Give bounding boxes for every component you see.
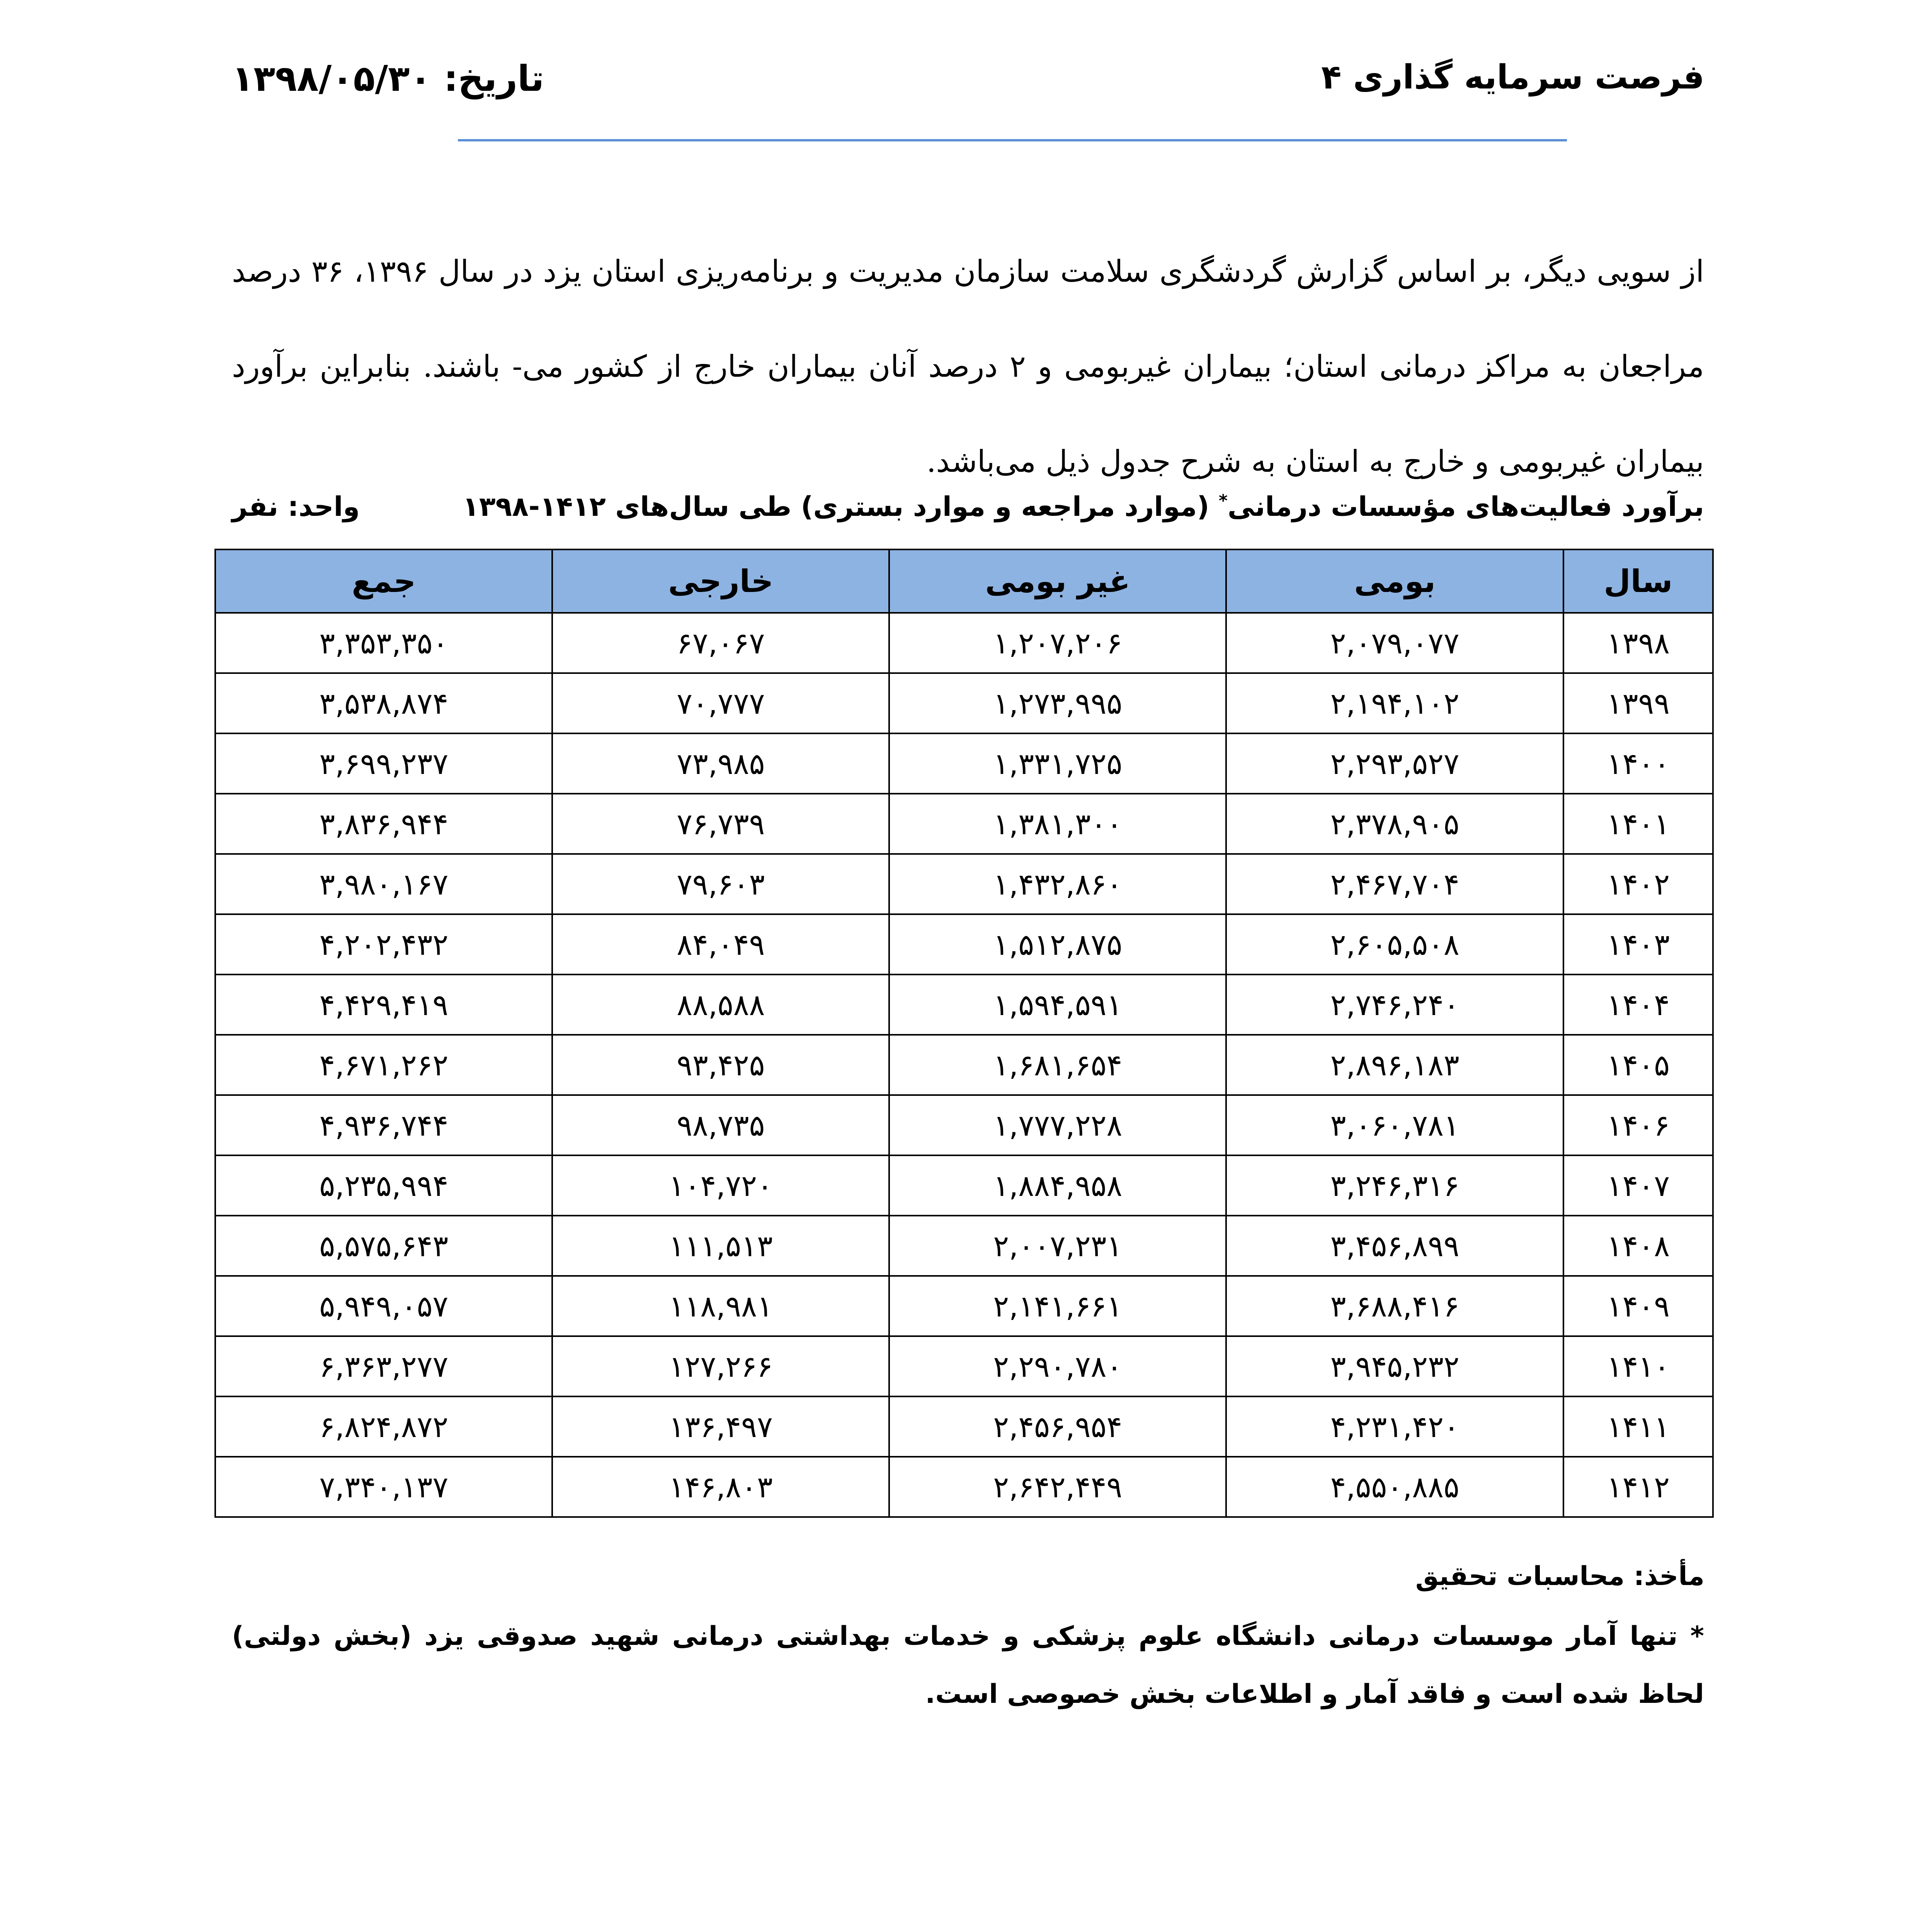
col-header-non-native: غیر بومی [889, 549, 1226, 613]
cell: ۷۶,۷۳۹ [552, 794, 889, 854]
cell: ۲,۲۹۰,۷۸۰ [889, 1336, 1226, 1396]
estimate-table [214, 549, 1714, 1518]
cell: ۱۴۱۲ [1563, 1457, 1713, 1517]
cell: ۱۴۰۹ [1563, 1276, 1713, 1336]
cell: ۹۸,۷۳۵ [552, 1095, 889, 1155]
cell: ۲,۴۶۷,۷۰۴ [1226, 854, 1563, 914]
cell: ۲,۰۷۹,۰۷۷ [1226, 613, 1563, 673]
table-row [215, 1336, 1713, 1396]
cell: ۱۰۴,۷۲۰ [552, 1155, 889, 1216]
cell: ۷۹,۶۰۳ [552, 854, 889, 914]
cell: ۳,۶۸۸,۴۱۶ [1226, 1276, 1563, 1336]
cell: ۱,۲۷۳,۹۹۵ [889, 673, 1226, 733]
table-row [215, 1095, 1713, 1155]
col-header-foreign: خارجی [552, 549, 889, 613]
cell: ۱,۵۱۲,۸۷۵ [889, 914, 1226, 975]
cell: ۷۳,۹۸۵ [552, 733, 889, 794]
cell: ۱۴۰۳ [1563, 914, 1713, 975]
table-row [215, 613, 1713, 673]
document-date: تاریخ: ۱۳۹۸/۰۵/۳۰ [232, 58, 544, 99]
cell: ۴,۲۳۱,۴۲۰ [1226, 1396, 1563, 1457]
cell: ۸۸,۵۸۸ [552, 975, 889, 1035]
cell: ۵,۲۳۵,۹۹۴ [215, 1155, 552, 1216]
col-header-native: بومی [1226, 549, 1563, 613]
cell: ۲,۸۹۶,۱۸۳ [1226, 1035, 1563, 1095]
cell: ۱۳۹۸ [1563, 613, 1713, 673]
cell: ۴,۶۷۱,۲۶۲ [215, 1035, 552, 1095]
cell: ۱,۶۸۱,۶۵۴ [889, 1035, 1226, 1095]
cell: ۳,۴۵۶,۸۹۹ [1226, 1216, 1563, 1276]
table-row [215, 1396, 1713, 1457]
table-row [215, 733, 1713, 794]
cell: ۱۴۰۴ [1563, 975, 1713, 1035]
document-header-title: فرصت سرمایه گذاری ۴ [1321, 58, 1704, 97]
cell: ۱۴۶,۸۰۳ [552, 1457, 889, 1517]
cell: ۲,۱۴۱,۶۶۱ [889, 1276, 1226, 1336]
table-row [215, 1276, 1713, 1336]
table-caption [232, 491, 1704, 522]
cell: ۱,۵۹۴,۵۹۱ [889, 975, 1226, 1035]
table-header-row [215, 549, 1713, 613]
table-row [215, 794, 1713, 854]
cell: ۱۴۰۵ [1563, 1035, 1713, 1095]
cell: ۷,۳۴۰,۱۳۷ [215, 1457, 552, 1517]
cell: ۱۴۰۲ [1563, 854, 1713, 914]
cell: ۱,۴۳۲,۸۶۰ [889, 854, 1226, 914]
cell: ۱۴۰۰ [1563, 733, 1713, 794]
table-row [215, 854, 1713, 914]
table-row [215, 975, 1713, 1035]
cell: ۱,۸۸۴,۹۵۸ [889, 1155, 1226, 1216]
cell: ۸۴,۰۴۹ [552, 914, 889, 975]
table-row [215, 1216, 1713, 1276]
header-divider [458, 139, 1567, 141]
col-header-total: جمع [215, 549, 552, 613]
cell: ۳,۹۴۵,۲۳۲ [1226, 1336, 1563, 1396]
cell: ۱۴۰۸ [1563, 1216, 1713, 1276]
cell: ۶,۳۶۳,۲۷۷ [215, 1336, 552, 1396]
cell: ۷۰,۷۷۷ [552, 673, 889, 733]
cell: ۶۷,۰۶۷ [552, 613, 889, 673]
cell: ۲,۶۰۵,۵۰۸ [1226, 914, 1563, 975]
cell: ۱۱۱,۵۱۳ [552, 1216, 889, 1276]
table-row [215, 914, 1713, 975]
cell: ۴,۴۲۹,۴۱۹ [215, 975, 552, 1035]
cell: ۱۴۰۱ [1563, 794, 1713, 854]
cell: ۱۲۷,۲۶۶ [552, 1336, 889, 1396]
cell: ۲,۶۴۲,۴۴۹ [889, 1457, 1226, 1517]
table-body [215, 613, 1713, 1517]
cell: ۵,۵۷۵,۶۴۳ [215, 1216, 552, 1276]
cell: ۲,۳۷۸,۹۰۵ [1226, 794, 1563, 854]
cell: ۲,۷۴۶,۲۴۰ [1226, 975, 1563, 1035]
cell: ۱۳۶,۴۹۷ [552, 1396, 889, 1457]
cell: ۱۴۱۰ [1563, 1336, 1713, 1396]
cell: ۴,۲۰۲,۴۳۲ [215, 914, 552, 975]
cell: ۱,۳۳۱,۷۲۵ [889, 733, 1226, 794]
cell: ۳,۲۴۶,۳۱۶ [1226, 1155, 1563, 1216]
cell: ۹۳,۴۲۵ [552, 1035, 889, 1095]
cell: ۱۴۰۷ [1563, 1155, 1713, 1216]
cell: ۱,۳۸۱,۳۰۰ [889, 794, 1226, 854]
cell: ۵,۹۴۹,۰۵۷ [215, 1276, 552, 1336]
table-unit: واحد: نفر [232, 491, 360, 522]
cell: ۲,۴۵۶,۹۵۴ [889, 1396, 1226, 1457]
table-row [215, 1035, 1713, 1095]
cell: ۱۱۸,۹۸۱ [552, 1276, 889, 1336]
cell: ۱,۲۰۷,۲۰۶ [889, 613, 1226, 673]
cell: ۴,۹۳۶,۷۴۴ [215, 1095, 552, 1155]
table-source: مأخذ: محاسبات تحقیق [1415, 1561, 1704, 1592]
cell: ۲,۲۹۳,۵۲۷ [1226, 733, 1563, 794]
table-title: برآورد فعالیت‌های مؤسسات درمانی* (موارد مراجعه و موارد بستری) طی سال‌های ۱۴۱۲-۱۳۹۸ [462, 491, 1704, 522]
table-row [215, 673, 1713, 733]
cell: ۱۴۰۶ [1563, 1095, 1713, 1155]
cell: ۳,۳۵۳,۳۵۰ [215, 613, 552, 673]
cell: ۳,۶۹۹,۲۳۷ [215, 733, 552, 794]
cell: ۳,۰۶۰,۷۸۱ [1226, 1095, 1563, 1155]
cell: ۱۴۱۱ [1563, 1396, 1713, 1457]
table-row [215, 1155, 1713, 1216]
table-row [215, 1457, 1713, 1517]
cell: ۱۳۹۹ [1563, 673, 1713, 733]
cell: ۳,۵۳۸,۸۷۴ [215, 673, 552, 733]
cell: ۴,۵۵۰,۸۸۵ [1226, 1457, 1563, 1517]
footnote-mark: * [1218, 491, 1228, 511]
cell: ۱,۷۷۷,۲۲۸ [889, 1095, 1226, 1155]
cell: ۶,۸۲۴,۸۷۲ [215, 1396, 552, 1457]
table-footnote: * تنها آمار موسسات درمانی دانشگاه علوم پزشکی و خدمات بهداشتی درمانی شهید صدوقی یزد (بخش دولتی) لحاظ شده است و فاقد آمار و اطلاعات بخش خصوصی است. [232, 1621, 1704, 1709]
col-header-year: سال [1563, 549, 1713, 613]
cell: ۳,۸۳۶,۹۴۴ [215, 794, 552, 854]
cell: ۲,۱۹۴,۱۰۲ [1226, 673, 1563, 733]
cell: ۲,۰۰۷,۲۳۱ [889, 1216, 1226, 1276]
intro-paragraph: از سویی دیگر، بر اساس گزارش گردشگری سلامت سازمان مدیریت و برنامه‌ریزی استان یزد در سال ۱۳۹۶، ۳۶ درصد مراجعان به مراکز درمانی استان؛ بیماران غیربومی و ۲ درصد آنان بیماران خارج از کشور می- باشند. بنابراین برآورد بیماران غیربومی و خارج به استان به شرح جدول ذیل می‌باشد. [232, 254, 1704, 479]
cell: ۳,۹۸۰,۱۶۷ [215, 854, 552, 914]
